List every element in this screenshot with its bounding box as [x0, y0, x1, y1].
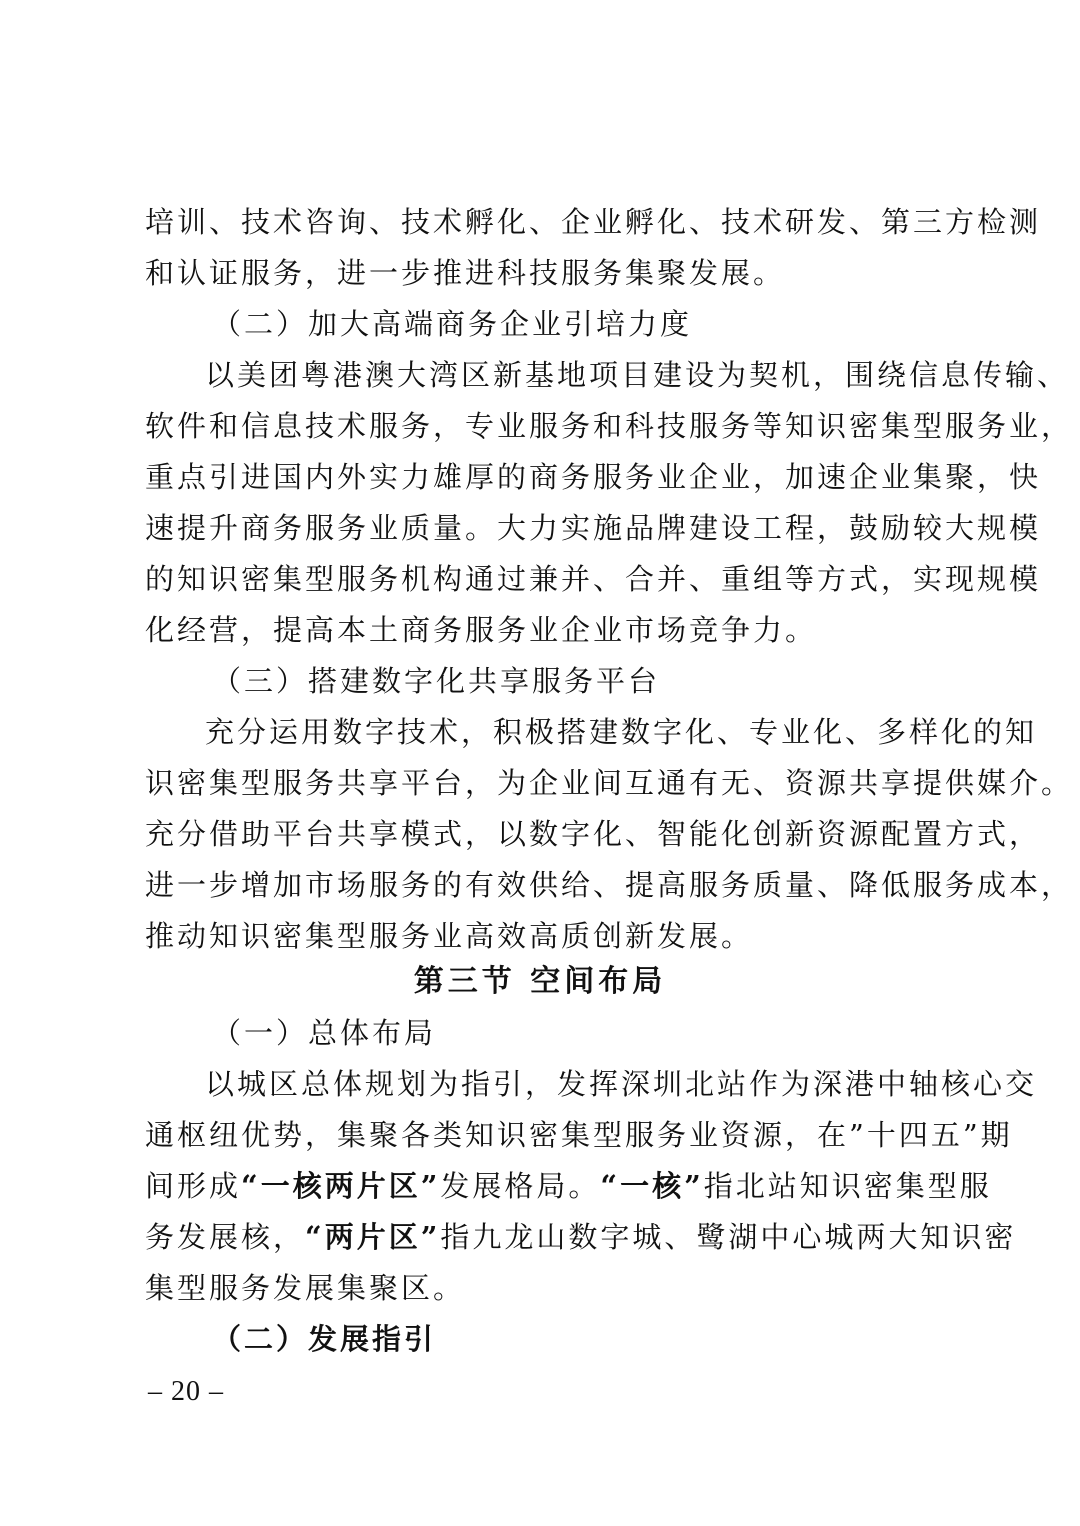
paragraph-line: 的知识密集型服务机构通过兼并、合并、重组等方式，实现规模	[145, 562, 1042, 596]
paragraph-line: 充分运用数字技术，积极搭建数字化、专业化、多样化的知	[205, 715, 1038, 749]
paragraph-line	[145, 1211, 1017, 1263]
paragraph-line: 识密集型服务共享平台，为企业间互通有无、资源共享提供媒介。	[145, 766, 1074, 800]
text-run: 指北站知识密集型服	[703, 1169, 992, 1203]
paragraph-line: 化经营，提高本土商务服务业企业市场竞争力。	[145, 613, 818, 647]
paragraph-line: 进一步增加市场服务的有效供给、提高服务质量、降低服务成本，	[145, 868, 1074, 902]
emphasis-one-core-two-zones: “一核两片区”	[241, 1169, 441, 1203]
section-title: 第三节 空间布局	[413, 964, 667, 999]
emphasis-one-core: “一核”	[600, 1169, 704, 1203]
page-number: – 20 –	[148, 1376, 224, 1407]
paragraph-line: 和认证服务，进一步推进科技服务集聚发展。	[145, 256, 786, 290]
text-run: 指九龙山数字城、鹭湖中心城两大知识密	[440, 1220, 1017, 1254]
paragraph-line: 推动知识密集型服务业高效高质创新发展。	[145, 919, 754, 953]
text-run: 发展格局。	[440, 1169, 601, 1203]
paragraph-line: 集型服务发展集聚区。	[145, 1271, 466, 1305]
paragraph-line: 以美团粤港澳大湾区新基地项目建设为契机，围绕信息传输、	[205, 358, 1070, 392]
paragraph-line	[145, 1160, 992, 1212]
paragraph-line: 软件和信息技术服务，专业服务和科技服务等知识密集型服务业，	[145, 409, 1074, 443]
emphasis-two-zones: “两片区”	[305, 1220, 441, 1254]
paragraph-line: 培训、技术咨询、技术孵化、企业孵化、技术研发、第三方检测	[145, 205, 1042, 239]
text-run: 间形成	[145, 1169, 242, 1203]
paragraph-line: 通枢纽优势，集聚各类知识密集型服务业资源，在”十四五”期	[145, 1118, 1013, 1152]
paragraph-line: 充分借助平台共享模式，以数字化、智能化创新资源配置方式，	[145, 817, 1042, 851]
text-run: 务发展核，	[145, 1220, 306, 1254]
subheading-development-guide: （二）发展指引	[212, 1322, 437, 1356]
subheading-overall-layout: （一）总体布局	[212, 1016, 437, 1050]
paragraph-line: 重点引进国内外实力雄厚的商务服务业企业，加速企业集聚，快	[145, 460, 1042, 494]
paragraph-line: 速提升商务服务业质量。大力实施品牌建设工程，鼓励较大规模	[145, 511, 1042, 545]
subheading-business-enterprise: （二）加大高端商务企业引培力度	[212, 307, 693, 341]
subheading-digital-platform: （三）搭建数字化共享服务平台	[212, 664, 661, 698]
paragraph-line: 以城区总体规划为指引，发挥深圳北站作为深港中轴核心交	[205, 1067, 1038, 1101]
